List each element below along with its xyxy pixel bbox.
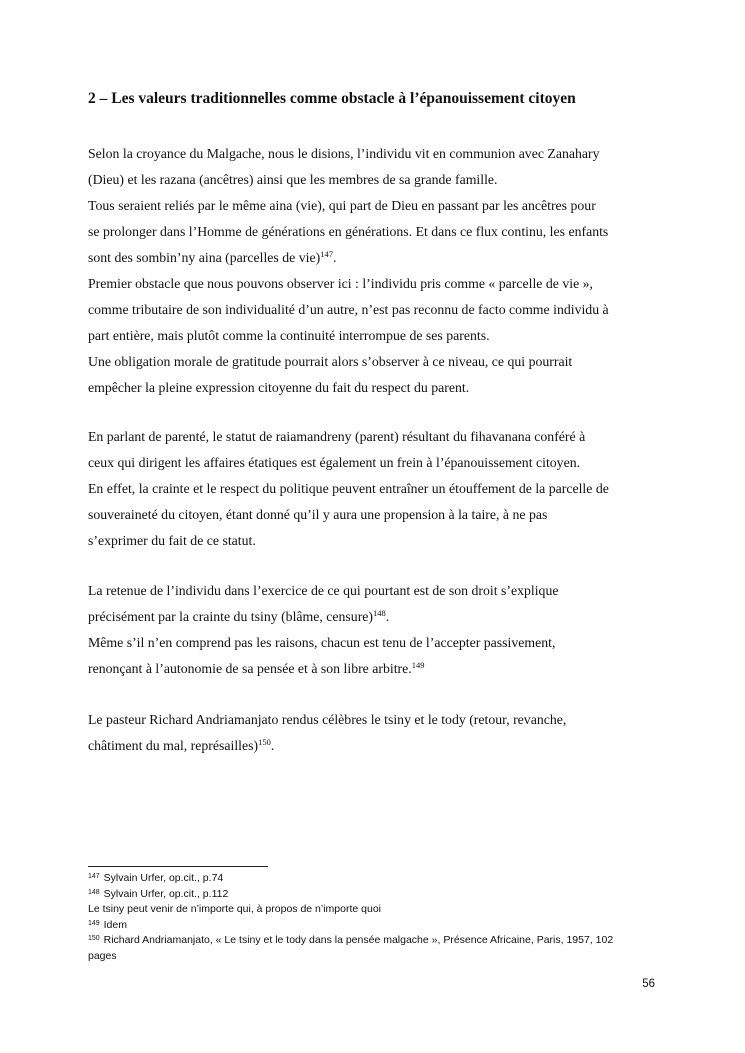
footnotes [88, 871, 678, 964]
footnote-147 [88, 871, 678, 887]
footnote-number: 147 [88, 873, 100, 880]
text-span: . [385, 609, 390, 624]
text-line: s’exprimer du fait de ce statut. [88, 533, 256, 548]
text-line: En effet, la crainte et le respect du politique peuvent entraîner un étouffement de la parcelle de [88, 481, 609, 496]
footnote-ref: 148 [373, 608, 386, 618]
text-span: . [270, 738, 275, 753]
text-span: renonçant à l’autonomie de sa pensée et à son libre arbitre. [88, 661, 412, 676]
footnote-149 [88, 918, 678, 934]
text-line [88, 733, 678, 759]
paragraph-4 [88, 707, 678, 759]
footnote-text: Richard Andriamanjato, « Le tsiny et le tody dans la pensée malgache », Présence Africaine, Paris, 1957, 102 [103, 934, 614, 946]
text-line: empêcher la pleine expression citoyenne du fait du respect du parent. [88, 380, 470, 395]
footnote-150 [88, 933, 678, 949]
text-line [88, 656, 678, 682]
footnote-ref: 147 [320, 249, 333, 259]
text-line: En parlant de parenté, le statut de raiamandreny (parent) résultant du fihavanana conféré à [88, 429, 586, 444]
footnote-number: 148 [88, 888, 100, 896]
paragraph-2 [88, 424, 678, 554]
text-line: se prolonger dans l’Homme de générations en générations. Et dans ce flux continu, les enfants [88, 224, 609, 239]
footnote-text: Idem [103, 918, 127, 931]
text-line: part entière, mais plutôt comme la continuité interrompue de ses parents. [88, 328, 490, 343]
text-line: Premier obstacle que nous pouvons observer ici : l’individu pris comme « parcelle de vie », [88, 276, 593, 291]
footnote-number: 150 [88, 935, 100, 942]
text-line: souveraineté du citoyen, étant donné qu’il y aura une propension à la taire, à ne pas [88, 507, 548, 522]
text-line: La retenue de l’individu dans l’exercice de ce qui pourtant est de son droit s’explique [88, 583, 559, 598]
text-span: précisément par la crainte du tsiny (blâme, censure) [88, 609, 374, 624]
text-span: châtiment du mal, représailles) [88, 738, 259, 753]
text-span: . [332, 250, 337, 265]
text-line: Tous seraient reliés par le même aina (vie), qui part de Dieu en passant par les ancêtres pour [88, 198, 596, 213]
paragraph-3 [88, 578, 678, 682]
footnote-ref: 149 [411, 660, 425, 670]
text-line: Même s’il n’en comprend pas les raisons, chacun est tenu de l’accepter passivement, [88, 635, 556, 650]
text-line: (Dieu) et les razana (ancêtres) ainsi que les membres de sa grande famille. [88, 172, 498, 187]
text-line: ceux qui dirigent les affaires étatiques est également un frein à l’épanouissement citoyen. [88, 455, 581, 470]
section-heading: 2 – Les valeurs traditionnelles comme obstacle à l’épanouissement citoyen [88, 90, 576, 107]
text-line: Selon la croyance du Malgache, nous le disions, l’individu vit en communion avec Zanahary [88, 146, 600, 161]
footnote-148 [88, 887, 678, 903]
page-number: 56 [642, 978, 655, 990]
text-line: comme tributaire de son individualité d’un autre, n’est pas reconnu de facto comme individu à [88, 302, 609, 317]
footnote-150-continued: pages [88, 949, 117, 962]
text-line [88, 245, 678, 271]
footnote-text: Sylvain Urfer, op.cit., p.112 [103, 887, 229, 900]
text-span: sont des sombin’ny aina (parcelles de vie) [88, 250, 321, 265]
text-line: Une obligation morale de gratitude pourrait alors s’observer à ce niveau, ce qui pourrait [88, 354, 573, 369]
text-line: Le pasteur Richard Andriamanjato rendus célèbres le tsiny et le tody (retour, revanche, [88, 712, 567, 727]
footnote-text: Sylvain Urfer, op.cit., p.74 [103, 872, 224, 884]
footnote-ref: 150 [258, 737, 271, 747]
text-line [88, 604, 678, 630]
footnote-148-continued: Le tsiny peut venir de n’importe qui, à propos de n’importe quoi [88, 903, 382, 915]
paragraph-1 [88, 141, 678, 401]
footnote-separator [88, 866, 268, 867]
footnote-number: 149 [88, 919, 100, 927]
